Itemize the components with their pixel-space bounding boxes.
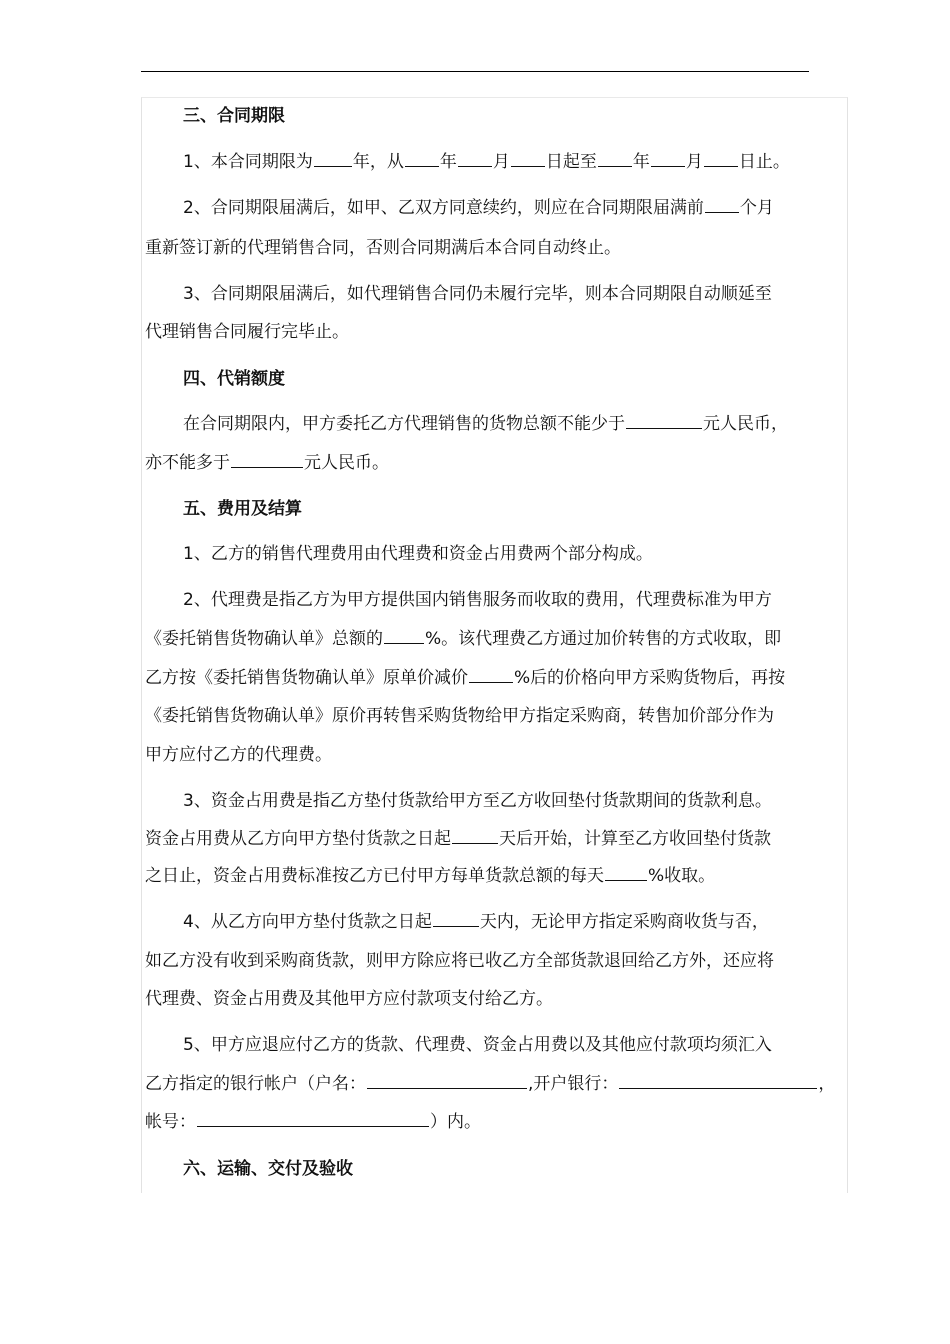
quota-paragraph-line-1: 在合同期限内，甲方委托乙方代理销售的货物总额不能少于 元人民币， xyxy=(145,409,788,439)
blank-end-year[interactable] xyxy=(598,148,632,167)
fees-paragraph-4-line-1: 4、从乙方向甲方垫付货款之日起 天内，无论甲方指定采购商收货与否， xyxy=(145,907,769,937)
blank-months-before[interactable] xyxy=(705,194,739,213)
fees-paragraph-2-line-2: 《委托销售货物确认单》总额的 %。该代理费乙方通过加价转售的方式收取，即 xyxy=(145,624,781,654)
blank-agency-rate[interactable] xyxy=(384,625,424,644)
blank-bank-name[interactable] xyxy=(619,1070,817,1089)
section-heading-quota: 四、代销额度 xyxy=(183,369,285,389)
fees-paragraph-5-line-1: 5、甲方应退应付乙方的货款、代理费、资金占用费以及其他应付款项均须汇入 xyxy=(183,1035,772,1055)
header-rule xyxy=(141,71,809,72)
blank-years[interactable] xyxy=(314,148,352,167)
blank-discount-rate[interactable] xyxy=(469,664,513,683)
term-paragraph-3-line-2: 代理销售合同履行完毕止。 xyxy=(145,322,349,342)
fees-paragraph-5-line-2: 乙方指定的银行帐户（户名： ,开户银行： ， xyxy=(145,1069,835,1099)
fees-paragraph-3-line-2: 资金占用费从乙方向甲方垫付货款之日起 天后开始，计算至乙方收回垫付货款 xyxy=(145,824,771,854)
section-heading-term: 三、合同期限 xyxy=(183,106,285,126)
blank-daily-rate[interactable] xyxy=(605,862,647,881)
blank-min-amount[interactable] xyxy=(626,410,702,429)
fees-paragraph-3-line-3: 之日止，资金占用费标准按乙方已付甲方每单货款总额的每天 %收取。 xyxy=(145,861,715,891)
fees-paragraph-2-line-5: 甲方应付乙方的代理费。 xyxy=(145,745,332,765)
term-paragraph-3-line-1: 3、合同期限届满后，如代理销售合同仍未履行完毕，则本合同期限自动顺延至 xyxy=(183,284,772,304)
fees-paragraph-3-line-1: 3、资金占用费是指乙方垫付货款给甲方至乙方收回垫付货款期间的货款利息。 xyxy=(183,791,772,811)
fees-paragraph-5-line-3: 帐号： ）内。 xyxy=(145,1107,481,1137)
blank-start-day[interactable] xyxy=(511,148,545,167)
term-paragraph-2-line-1: 2、合同期限届满后，如甲、乙双方同意续约，则应在合同期限届满前 个月 xyxy=(145,193,774,223)
fees-paragraph-4-line-3: 代理费、资金占用费及其他甲方应付款项支付给乙方。 xyxy=(145,989,553,1009)
term-paragraph-1: 1、本合同期限为 年，从 年 月 日起至 年 月 日止。 xyxy=(145,147,790,177)
fees-paragraph-2-line-4: 《委托销售货物确认单》原价再转售采购货物给甲方指定采购商，转售加价部分作为 xyxy=(145,706,774,726)
fees-paragraph-4-line-2: 如乙方没有收到采购商货款，则甲方除应将已收乙方全部货款退回给乙方外，还应将 xyxy=(145,951,774,971)
blank-account-name[interactable] xyxy=(367,1070,527,1089)
blank-start-month[interactable] xyxy=(458,148,492,167)
fees-paragraph-2-line-1: 2、代理费是指乙方为甲方提供国内销售服务而收取的费用，代理费标准为甲方 xyxy=(183,590,772,610)
term-paragraph-2-line-2: 重新签订新的代理销售合同，否则合同期满后本合同自动终止。 xyxy=(145,238,621,258)
blank-account-number[interactable] xyxy=(197,1108,429,1127)
quota-paragraph-line-2: 亦不能多于 元人民币。 xyxy=(145,448,389,478)
blank-max-amount[interactable] xyxy=(231,449,303,468)
section-heading-transport: 六、运输、交付及验收 xyxy=(183,1159,353,1179)
section-heading-fees: 五、费用及结算 xyxy=(183,499,302,519)
fees-paragraph-2-line-3: 乙方按《委托销售货物确认单》原单价减价 %后的价格向甲方采购货物后，再按 xyxy=(145,663,785,693)
blank-start-year[interactable] xyxy=(405,148,439,167)
blank-days-after[interactable] xyxy=(452,825,498,844)
blank-end-day[interactable] xyxy=(704,148,738,167)
blank-end-month[interactable] xyxy=(651,148,685,167)
blank-days-within[interactable] xyxy=(433,908,479,927)
fees-paragraph-1: 1、乙方的销售代理费用由代理费和资金占用费两个部分构成。 xyxy=(183,544,653,564)
